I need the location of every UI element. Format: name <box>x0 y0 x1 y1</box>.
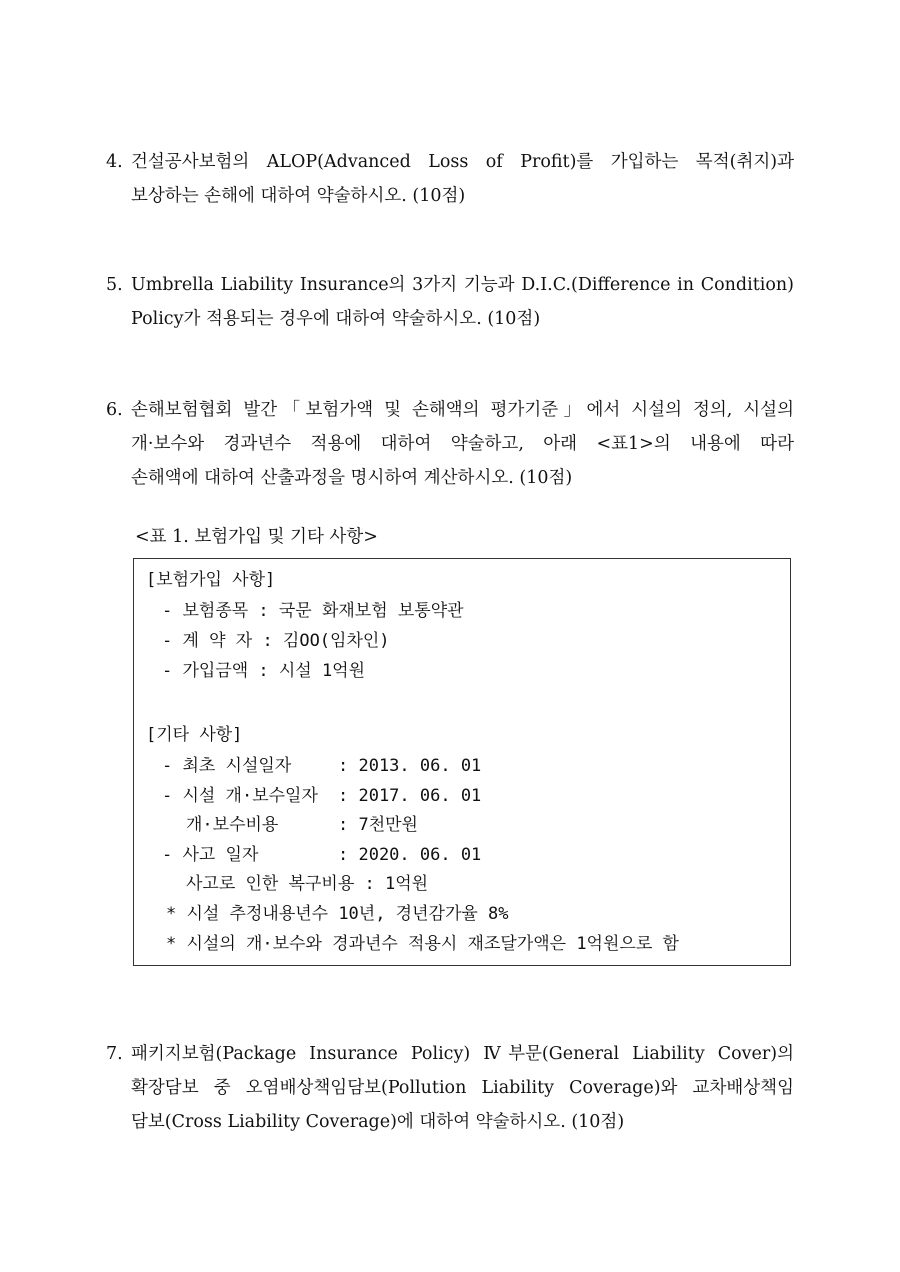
other-item-renovation-date <box>162 784 481 808</box>
other-item-recovery-cost: 사고로 인한 복구비용 : 1억원 <box>186 874 429 894</box>
other-item-initial-date-key: - 최초 시설일자 <box>162 756 292 776</box>
insurance-info-box <box>133 558 791 966</box>
note-replacement-value: * 시설의 개·보수와 경과년수 적용시 재조달가액은 1억원으로 함 <box>166 934 679 954</box>
other-item-renovation-date-value: : 2017. 06. 01 <box>338 786 482 806</box>
question-4-number: 4. <box>106 152 123 172</box>
question-7-line-3: 담보(Cross Liability Coverage)에 대하여 약술하시오. (10점) <box>131 1112 625 1132</box>
question-6-line-3: 손해액에 대하여 산출과정을 명시하여 계산하시오. (10점) <box>131 468 573 488</box>
question-5 <box>106 268 794 336</box>
question-5-line-1 <box>106 268 794 302</box>
question-5-text-1: Umbrella Liability Insurance의 3가지 기능과 D.I.C.(Difference in Condition) <box>131 275 794 295</box>
insurance-item-type: - 보험종목 : 국문 화재보험 보통약관 <box>162 601 464 621</box>
question-6 <box>106 393 794 495</box>
other-item-initial-date <box>162 754 481 778</box>
other-item-renovation-date-key: - 시설 개·보수일자 <box>162 786 318 806</box>
other-section-header: [기타 사항] <box>146 725 243 745</box>
question-4 <box>106 145 794 213</box>
question-7-text-1: 패키지보험(Package Insurance Policy) Ⅳ부문(General Liability Cover)의 <box>131 1044 794 1064</box>
other-item-renovation-cost-value: : 7천만원 <box>338 815 418 835</box>
question-7-number: 7. <box>106 1044 123 1064</box>
other-item-initial-date-value: : 2013. 06. 01 <box>338 756 482 776</box>
other-item-accident-date <box>162 843 481 867</box>
question-4-line-2: 보상하는 손해에 대하여 약술하시오. (10점) <box>131 186 466 206</box>
question-6-line-2: 개·보수와 경과년수 적용에 대하여 약술하고, 아래 <표1>의 내용에 따라 <box>131 434 794 454</box>
insurance-section-header: [보험가입 사항] <box>146 570 276 590</box>
question-6-number: 6. <box>106 400 123 420</box>
question-5-number: 5. <box>106 275 123 295</box>
question-4-line-1 <box>106 145 794 179</box>
question-7-line-2: 확장담보 중 오염배상책임담보(Pollution Liability Coverage)와 교차배상책임 <box>131 1078 794 1098</box>
note-useful-life: * 시설 추정내용년수 10년, 경년감가율 8% <box>166 904 509 924</box>
insurance-item-contractor: - 계 약 자 : 김OO(임차인) <box>162 631 390 651</box>
question-7-line-1 <box>106 1037 794 1071</box>
insurance-item-amount: - 가입금액 : 시설 1억원 <box>162 661 366 681</box>
other-item-accident-date-value: : 2020. 06. 01 <box>338 845 482 865</box>
question-7 <box>106 1037 794 1139</box>
table-caption: <표 1. 보험가입 및 기타 사항> <box>135 527 378 547</box>
question-5-line-2: Policy가 적용되는 경우에 대하여 약술하시오. (10점) <box>131 309 541 329</box>
question-4-text-1: 건설공사보험의 ALOP(Advanced Loss of Profit)를 가입하는 목적(취지)과 <box>131 152 794 172</box>
other-item-renovation-cost <box>186 813 418 837</box>
question-6-text-1: 손해보험협회 발간「보험가액 및 손해액의 평가기준」에서 시설의 정의, 시설의 <box>131 400 794 420</box>
other-item-renovation-cost-key: 개·보수비용 <box>186 815 279 835</box>
other-item-accident-date-key: - 사고 일자 <box>162 845 259 865</box>
question-6-line-1 <box>106 393 794 427</box>
